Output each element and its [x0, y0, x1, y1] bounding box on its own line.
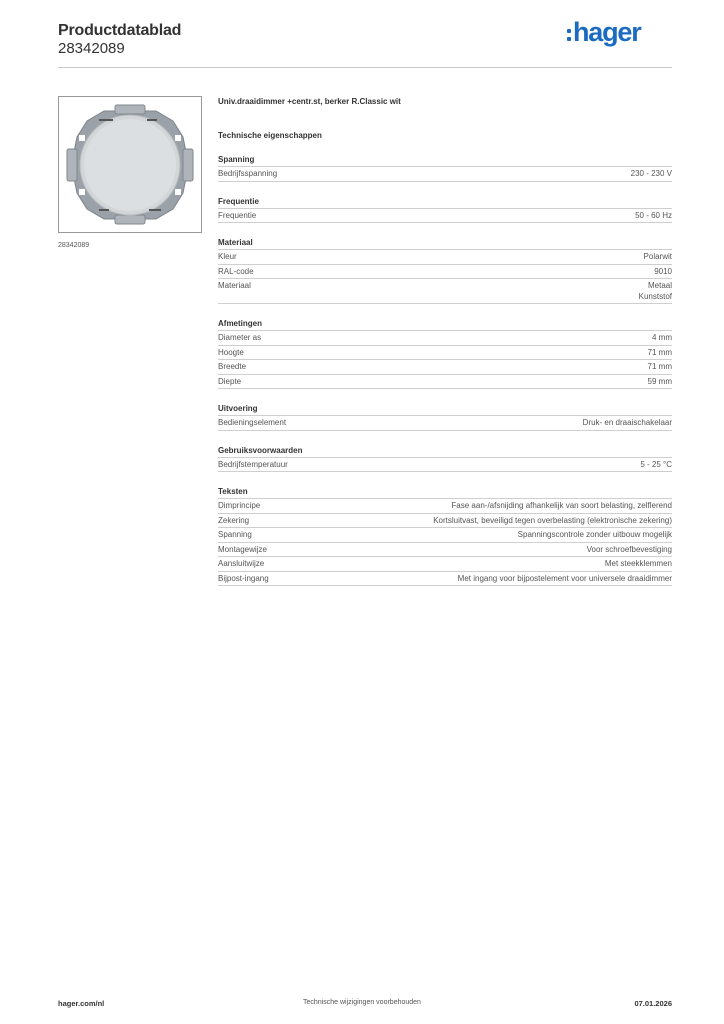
spec-label: Spanning — [218, 530, 252, 539]
spec-label: Kleur — [218, 252, 237, 261]
spec-value — [648, 377, 672, 388]
page-title: Productdatablad — [58, 22, 182, 39]
spec-content — [218, 96, 672, 586]
spec-value-line: Kunststof — [638, 291, 672, 301]
spec-label: Bedrijfsspanning — [218, 169, 278, 178]
spec-value-line: 4 mm — [652, 333, 672, 342]
product-number: 28342089 — [58, 40, 125, 57]
hager-logo — [567, 18, 657, 46]
spec-value — [451, 501, 672, 512]
spec-row — [218, 360, 672, 375]
spec-label: Bedrijfstemperatuur — [218, 459, 288, 469]
section-title: Spanning — [218, 154, 672, 167]
spec-label: Bijpost-ingang — [218, 573, 269, 583]
spec-row — [218, 250, 672, 265]
spec-value-line: Kortsluitvast, beveiligd tegen overbelasting (elektronische zekering) — [433, 515, 672, 525]
spec-value-line: 5 - 25 °C — [640, 459, 672, 469]
spec-sections — [218, 154, 672, 586]
dimmer-product-icon — [59, 97, 201, 232]
logo-dots-icon — [567, 29, 571, 41]
spec-section — [218, 237, 672, 304]
spec-label: Frequentie — [218, 210, 257, 220]
spec-label: Aansluitwijze — [218, 559, 265, 568]
spec-row — [218, 346, 672, 361]
header-divider — [58, 67, 672, 68]
spec-row — [218, 514, 672, 529]
spec-label: Hoogte — [218, 347, 244, 357]
spec-value-line: Polarwit — [643, 252, 672, 261]
section-title: Gebruiksvoorwaarden — [218, 445, 672, 458]
spec-value — [605, 559, 672, 570]
spec-section — [218, 196, 672, 224]
spec-section — [218, 318, 672, 389]
spec-section — [218, 154, 672, 182]
spec-value — [640, 460, 672, 471]
spec-row — [218, 209, 672, 224]
spec-value — [458, 574, 672, 585]
spec-section — [218, 486, 672, 586]
spec-value — [631, 169, 672, 180]
spec-value-line: Spanningscontrole zonder uitbouw mogelijk — [517, 530, 672, 539]
spec-value-line: 59 mm — [647, 376, 672, 386]
spec-value-line: 230 - 230 V — [630, 169, 672, 178]
spec-value — [518, 530, 672, 541]
spec-section — [218, 445, 672, 473]
spec-value — [648, 362, 672, 373]
spec-label: Dimprincipe — [218, 501, 261, 510]
tech-properties-heading: Technische eigenschappen — [218, 131, 322, 140]
spec-value-line: Fase aan-/afsnijding afhankelijk van soort belasting, zelflerend — [451, 501, 672, 510]
product-name: Univ.draaidimmer +centr.st, berker R.Classic wit — [218, 97, 401, 106]
spec-value-line: Met ingang voor bijpostelement voor universele draaidimmer — [457, 573, 672, 583]
spec-value — [644, 252, 672, 263]
spec-label: Diameter as — [218, 333, 262, 342]
spec-row — [218, 458, 672, 473]
spec-value — [635, 211, 672, 222]
section-title: Teksten — [218, 486, 672, 499]
spec-row — [218, 572, 672, 587]
spec-label: Bedieningselement — [218, 418, 287, 427]
spec-row — [218, 543, 672, 558]
spec-value-line: Voor schroefbevestiging — [586, 544, 672, 554]
spec-row — [218, 528, 672, 543]
product-image — [58, 96, 202, 233]
spec-value-line: 71 mm — [647, 347, 672, 357]
section-title: Materiaal — [218, 237, 672, 250]
spec-row — [218, 331, 672, 346]
spec-label: Zekering — [218, 515, 250, 525]
spec-value-line: Druk- en draaischakelaar — [582, 418, 672, 427]
spec-value — [433, 516, 672, 527]
spec-row — [218, 167, 672, 182]
spec-value — [654, 267, 672, 278]
spec-value — [648, 348, 672, 359]
spec-label: Diepte — [218, 376, 242, 386]
footer-disclaimer: Technische wijzigingen voorbehouden — [303, 999, 421, 1006]
spec-value — [639, 281, 672, 302]
spec-value-line: 50 - 60 Hz — [635, 210, 672, 220]
logo-text: hager — [573, 17, 641, 47]
footer-website: hager.com/nl — [58, 999, 105, 1008]
spec-row — [218, 279, 672, 304]
spec-value — [583, 418, 672, 429]
spec-row — [218, 375, 672, 390]
section-title: Uitvoering — [218, 403, 672, 416]
spec-label: Montagewijze — [218, 544, 267, 554]
spec-value — [652, 333, 672, 344]
spec-label: Materiaal — [218, 281, 251, 290]
spec-value-line: Metaal — [647, 281, 672, 290]
spec-value-line: 9010 — [654, 266, 672, 276]
spec-row — [218, 557, 672, 572]
spec-section — [218, 403, 672, 431]
spec-label: Breedte — [218, 362, 247, 371]
spec-row — [218, 499, 672, 514]
image-caption: 28342089 — [58, 242, 90, 249]
section-title: Afmetingen — [218, 318, 672, 331]
section-title: Frequentie — [218, 196, 672, 209]
spec-value — [587, 545, 672, 556]
footer-date: 07.01.2026 — [634, 999, 672, 1008]
spec-row — [218, 416, 672, 431]
spec-label: RAL-code — [218, 266, 254, 276]
spec-value-line: Met steekklemmen — [604, 559, 672, 568]
spec-value-line: 71 mm — [647, 362, 672, 371]
spec-row — [218, 265, 672, 280]
